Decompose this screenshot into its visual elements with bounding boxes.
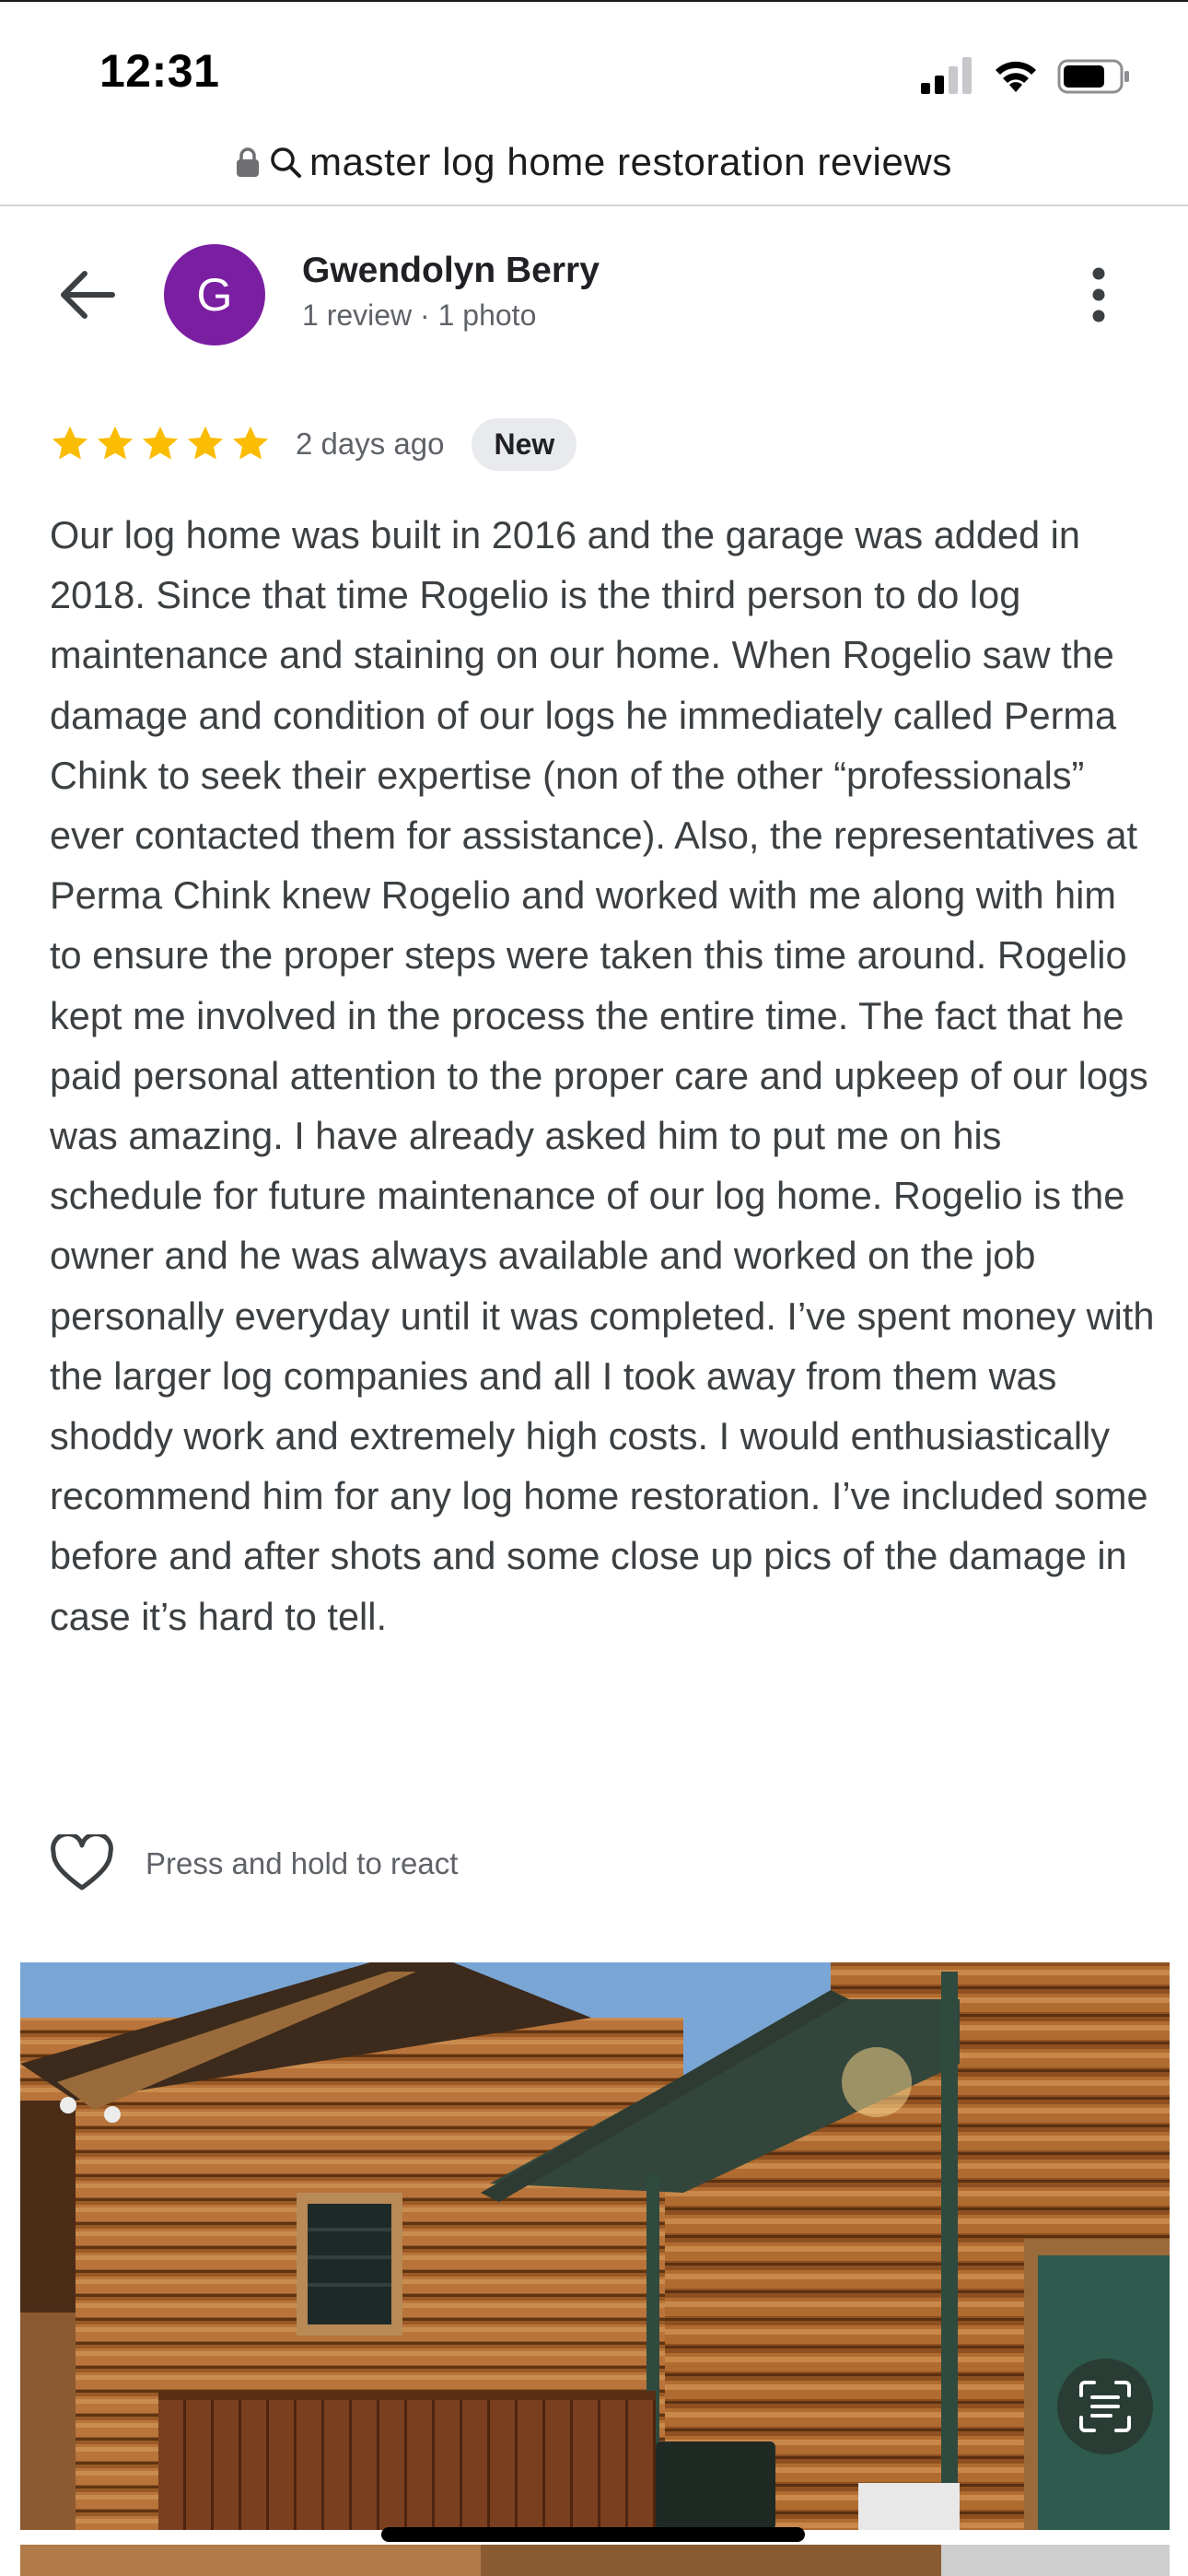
review-text: Our log home was built in 2016 and the garage was added in 2018. Since that time Rogelio is the third person to do log maintenance and staining on our home. When Rogelio saw the damage and condition of our logs he immediately called Perma Chink to seek their expertise (non of the other “professionals” ever contacted them for assistance). Also, the representatives at Perma Chink knew Rogelio and worked with me along with him to ensure the proper steps were taken this time around. Rogelio kept me involved in the process the entire time. The fact that he paid personal attention to the proper care and upkeep of our logs was amazing. I have already asked him to put me on his schedule for future maintenance of our log home. Rogelio is the owner and he was always available and worked on the job personally everyday until it was completed. I’ve spent money with the larger log companies and all I took away from them was shoddy work and extremely high costs. I would enthusiastically recommend him for any log home restoration. I’ve included some before and after shots and some close up pics of the damage in case it’s hard to tell. (50, 513, 1155, 1638)
lock-icon (236, 146, 260, 178)
divider (0, 205, 1188, 206)
star-icon (95, 424, 135, 464)
avatar[interactable]: G (164, 244, 265, 345)
battery-icon (1057, 58, 1131, 95)
signal-icon (921, 57, 973, 94)
star-rating (50, 424, 275, 464)
status-bar (0, 0, 1188, 138)
rating-row (50, 416, 577, 472)
lens-button[interactable] (1057, 2359, 1153, 2454)
reviewer-meta: 1 review · 1 photo (302, 299, 537, 332)
reviewer-name[interactable]: Gwendolyn Berry (302, 251, 600, 290)
back-arrow-icon[interactable] (55, 263, 120, 327)
react-label: Press and hold to react (146, 1846, 459, 1880)
react-row[interactable] (50, 1832, 458, 1896)
review-photo[interactable] (20, 1962, 1170, 2530)
star-icon (50, 424, 90, 464)
review-date: 2 days ago (296, 427, 445, 461)
wifi-icon (992, 55, 1040, 94)
star-icon (230, 424, 271, 464)
more-vert-icon[interactable] (1076, 263, 1122, 327)
status-time: 12:31 (99, 45, 220, 97)
home-indicator[interactable] (381, 2527, 805, 2542)
url-text[interactable]: master log home restoration reviews (309, 140, 952, 183)
star-icon (140, 424, 181, 464)
google-lens-icon (1076, 2377, 1135, 2436)
second-photo[interactable] (20, 2545, 1170, 2576)
url-bar[interactable] (0, 120, 1188, 205)
search-icon (269, 146, 302, 179)
heart-icon[interactable] (50, 1834, 114, 1893)
star-icon (185, 424, 226, 464)
new-badge: New (472, 418, 577, 471)
